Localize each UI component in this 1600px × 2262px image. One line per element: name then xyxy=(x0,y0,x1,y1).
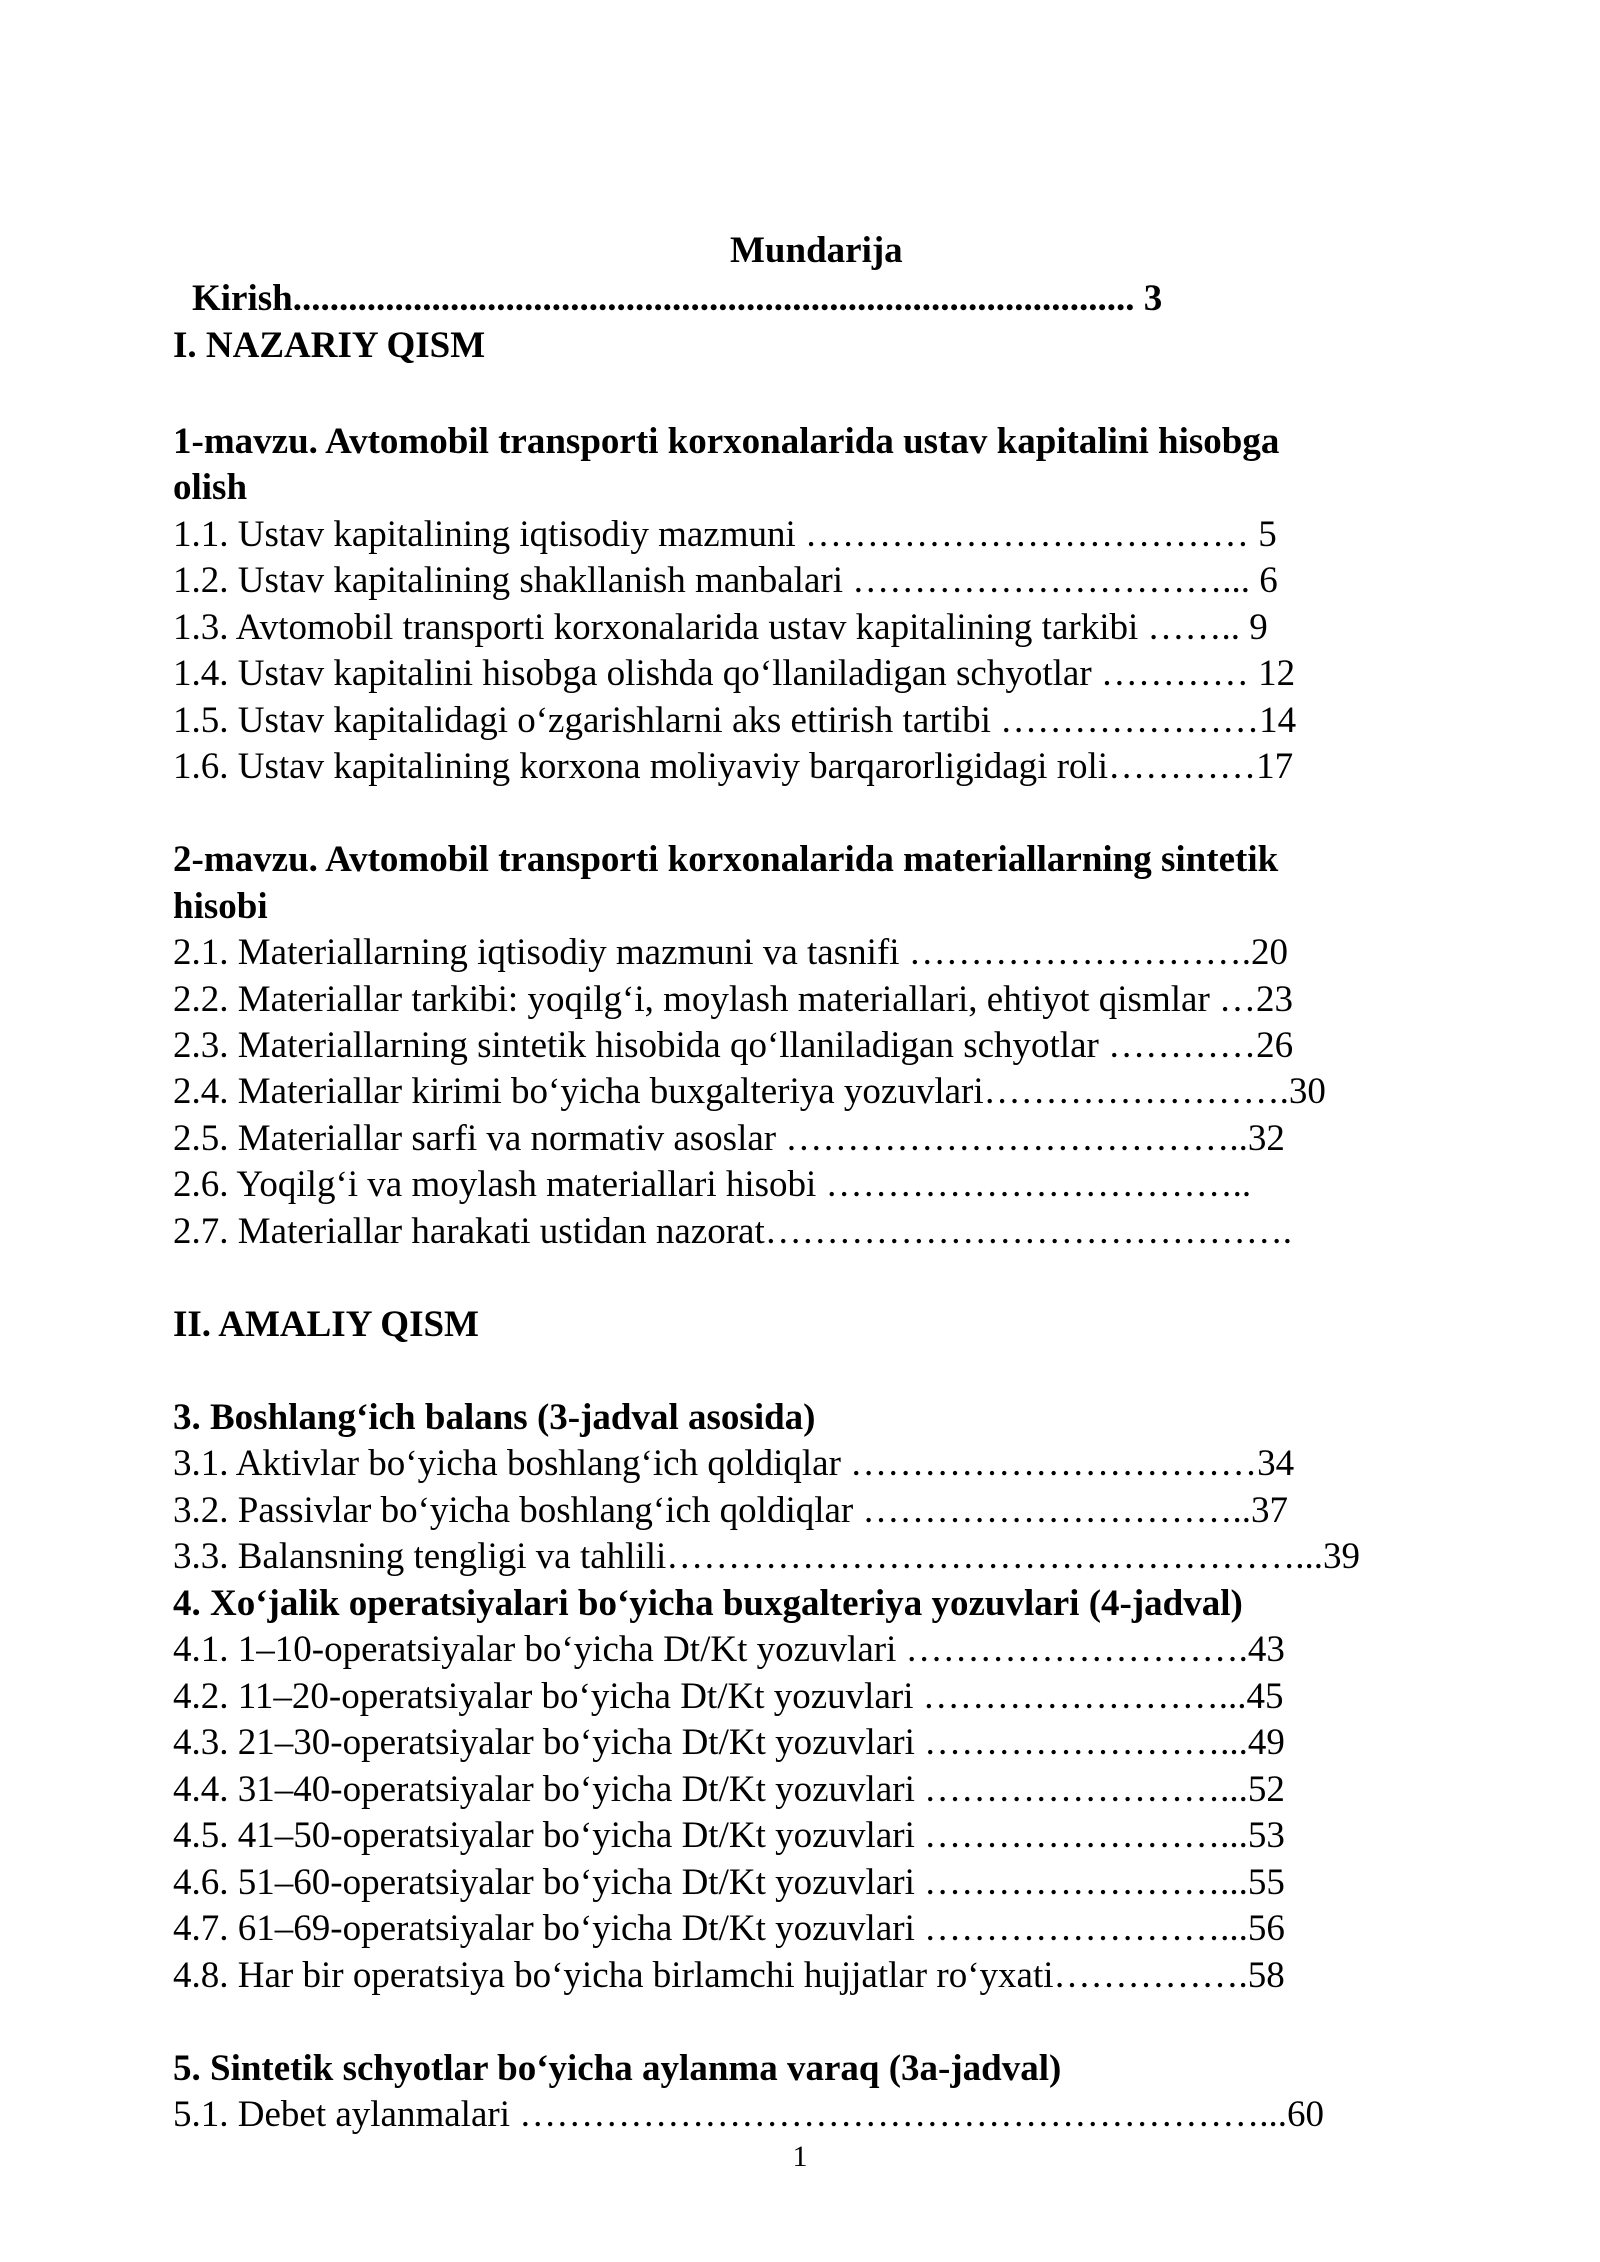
toc-entry: 4.6. 51–60-operatsiyalar bo‘yicha Dt/Kt yozuvlari ……………………...55 xyxy=(173,1862,1285,1903)
toc-entry: 2.6. Yoqilg‘i va moylash materiallari hisobi …………………………….. xyxy=(173,1164,1252,1205)
toc-entry-intro: Kirish........................................................................................... 3 xyxy=(192,278,1163,319)
toc-entry: 3.2. Passivlar bo‘yicha boshlang‘ich qoldiqlar …………………………..37 xyxy=(173,1490,1289,1531)
part-heading-amaliy: II. AMALIY QISM xyxy=(173,1304,479,1345)
toc-entry: 4.2. 11–20-operatsiyalar bo‘yicha Dt/Kt yozuvlari ……………………...45 xyxy=(173,1676,1284,1717)
topic-heading-2: 2-mavzu. Avtomobil transporti korxonalarida materiallarning sintetik xyxy=(173,839,1279,880)
toc-entry: 2.2. Materiallar tarkibi: yoqilg‘i, moylash materiallari, ehtiyot qismlar …23 xyxy=(173,979,1294,1020)
toc-entry: 3.3. Balansning tengligi va tahlili……………………………………………...39 xyxy=(173,1536,1361,1577)
part-heading-nazariy: I. NAZARIY QISM xyxy=(173,325,486,366)
section-heading-3: 3. Boshlang‘ich balans (3-jadval asosida) xyxy=(173,1397,816,1438)
toc-entry: 4.7. 61–69-operatsiyalar bo‘yicha Dt/Kt yozuvlari ……………………...56 xyxy=(173,1908,1285,1949)
topic-heading-1-continued: olish xyxy=(173,467,248,508)
toc-entry: 2.1. Materiallarning iqtisodiy mazmuni va tasnifi ……………………….20 xyxy=(173,932,1288,973)
topic-heading-1: 1-mavzu. Avtomobil transporti korxonalarida ustav kapitalini hisobga xyxy=(173,421,1280,462)
toc-entry: 4.3. 21–30-operatsiyalar bo‘yicha Dt/Kt yozuvlari ……………………...49 xyxy=(173,1722,1285,1763)
toc-entry: 1.6. Ustav kapitalining korxona moliyaviy barqarorligidagi roli…………17 xyxy=(173,746,1294,787)
section-heading-4: 4. Xo‘jalik operatsiyalari bo‘yicha buxgalteriya yozuvlari (4-jadval) xyxy=(173,1583,1243,1624)
toc-entry: 2.3. Materiallarning sintetik hisobida qo‘llaniladigan schyotlar …………26 xyxy=(173,1025,1294,1066)
toc-entry: 1.4. Ustav kapitalini hisobga olishda qo‘llaniladigan schyotlar ………… 12 xyxy=(173,653,1296,694)
toc-entry: 1.2. Ustav kapitalining shakllanish manbalari …………………………... 6 xyxy=(173,560,1278,601)
page-number: 1 xyxy=(792,2140,808,2173)
toc-entry: 3.1. Aktivlar bo‘yicha boshlang‘ich qoldiqlar ……………………………34 xyxy=(173,1443,1295,1484)
toc-entry: 4.4. 31–40-operatsiyalar bo‘yicha Dt/Kt yozuvlari ……………………...52 xyxy=(173,1769,1285,1810)
toc-entry: 1.3. Avtomobil transporti korxonalarida ustav kapitalining tarkibi …….. 9 xyxy=(173,607,1268,648)
toc-entry: 2.7. Materiallar harakati ustidan nazorat……………………………………. xyxy=(173,1211,1292,1252)
toc-entry: 4.5. 41–50-operatsiyalar bo‘yicha Dt/Kt yozuvlari ……………………...53 xyxy=(173,1815,1285,1856)
toc-entry: 4.1. 1–10-operatsiyalar bo‘yicha Dt/Kt yozuvlari ……………………….43 xyxy=(173,1629,1285,1670)
toc-entry: 5.1. Debet aylanmalari ……………………………………………………...60 xyxy=(173,2094,1324,2135)
toc-entry: 1.5. Ustav kapitalidagi o‘zgarishlarni aks ettirish tartibi …………………14 xyxy=(173,700,1297,741)
toc-entry: 1.1. Ustav kapitalining iqtisodiy mazmuni ……………………………… 5 xyxy=(173,514,1277,555)
toc-entry: 2.5. Materiallar sarfi va normativ asoslar ………………………………..32 xyxy=(173,1118,1285,1159)
section-heading-5: 5. Sintetik schyotlar bo‘yicha aylanma varaq (3a-jadval) xyxy=(173,2048,1062,2089)
toc-title: Mundarija xyxy=(730,230,903,271)
topic-heading-2-continued: hisobi xyxy=(173,886,268,927)
toc-entry: 4.8. Har bir operatsiya bo‘yicha birlamchi hujjatlar ro‘yxati…………….58 xyxy=(173,1955,1285,1996)
toc-entry: 2.4. Materiallar kirimi bo‘yicha buxgalteriya yozuvlari…………………….30 xyxy=(173,1071,1326,1112)
